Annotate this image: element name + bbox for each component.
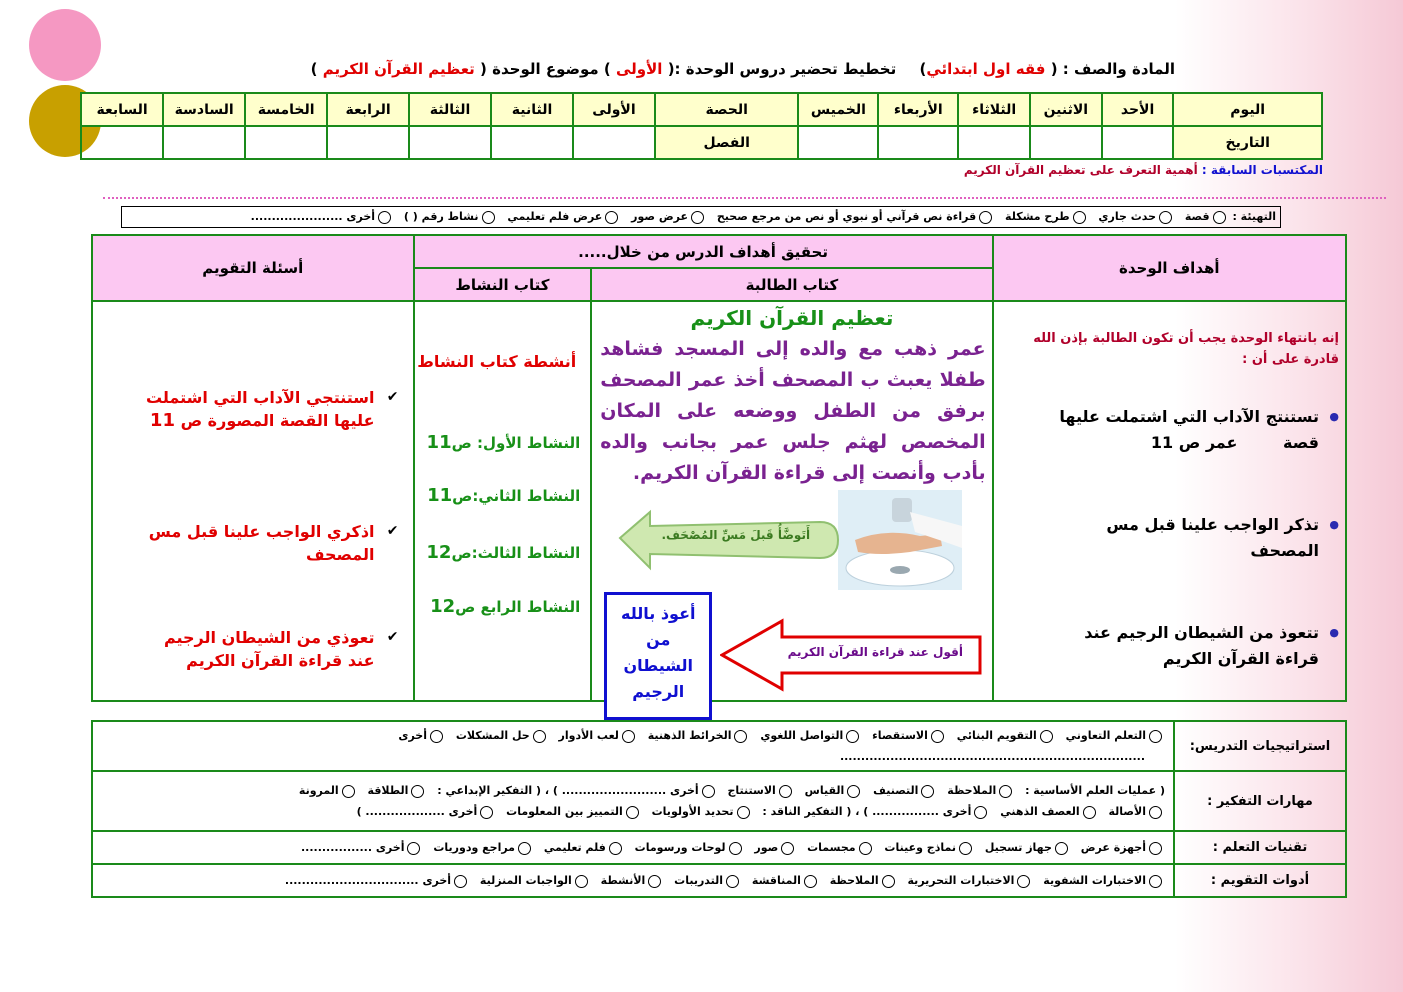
tools-options: الاختبارات الشفوية الاختبارات التحريرية الملاحظة المناقشة التدريبات الأنشطة الواجبات المنزلية أخرى ................................: [92, 864, 1174, 897]
radio-icon[interactable]: [1040, 730, 1053, 743]
schedule-empty-cell[interactable]: [409, 126, 491, 159]
unit-topic: تعظيم القرآن الكريم: [322, 60, 475, 78]
radio-icon[interactable]: [804, 875, 817, 888]
radio-icon[interactable]: [407, 842, 420, 855]
radio-icon[interactable]: [691, 211, 704, 224]
evaluation-header: أسئلة التقويم: [92, 235, 414, 301]
radio-icon[interactable]: [1017, 875, 1030, 888]
radio-icon[interactable]: [1055, 842, 1068, 855]
schedule-cell: الخامسة: [245, 93, 327, 126]
goals-intro: إنه بانتهاء الوحدة يجب أن تكون الطالبة بإذن الله قادرة على أن :: [1033, 331, 1339, 367]
schedule-empty-cell[interactable]: [878, 126, 958, 159]
radio-icon[interactable]: [921, 785, 934, 798]
radio-icon[interactable]: [430, 730, 443, 743]
radio-icon[interactable]: [729, 842, 742, 855]
goals-header: أهداف الوحدة: [993, 235, 1346, 301]
schedule-cell: السادسة: [163, 93, 245, 126]
schedule-cell: الأولى: [573, 93, 655, 126]
schedule-empty-cell[interactable]: [1102, 126, 1174, 159]
radio-icon[interactable]: [974, 806, 987, 819]
unit-topic-label: ) موضوع الوحدة (: [480, 60, 611, 78]
radio-icon[interactable]: [959, 842, 972, 855]
schedule-cell: الخميس: [798, 93, 878, 126]
schedule-empty-cell[interactable]: [1030, 126, 1102, 159]
tools-label: أدوات التقويم :: [1174, 864, 1346, 897]
schedule-cell: الرابعة: [327, 93, 409, 126]
activity-item: النشاط الأول: ص11: [426, 432, 581, 453]
plan-label: تخطيط تحضير دروس الوحدة :(: [667, 60, 897, 78]
schedule-table: [80, 92, 1323, 160]
subject-value: فقه اول ابتدائي: [926, 60, 1046, 78]
tech-options: أجهزة عرض جهاز تسجيل نماذج وعينات مجسمات صور لوحات ورسومات فلم تعليمي مراجع ودوريات أخرى .................: [92, 831, 1174, 864]
radio-icon[interactable]: [999, 785, 1012, 798]
radio-icon[interactable]: [1149, 842, 1162, 855]
radio-icon[interactable]: [846, 730, 859, 743]
activity-book-cell: [414, 301, 592, 701]
radio-icon[interactable]: [781, 842, 794, 855]
radio-icon[interactable]: [454, 875, 467, 888]
radio-icon[interactable]: [518, 842, 531, 855]
schedule-empty-cell[interactable]: [958, 126, 1030, 159]
achieve-header: تحقيق أهداف الدرس من خلال.....: [414, 235, 993, 268]
evaluation-question: ✔ تعوذي من الشيطان الرجيم عند قراءة القرآن الكريم: [93, 626, 413, 672]
radio-icon[interactable]: [1083, 806, 1096, 819]
schedule-empty-cell[interactable]: [327, 126, 409, 159]
arrow-text: أقول عند قراءة القرآن الكريم: [787, 645, 963, 659]
taawwudh-box: أعوذ بالله من الشيطان الرجيم: [604, 592, 712, 720]
student-book-cell: [591, 301, 992, 701]
radio-icon[interactable]: [1073, 211, 1086, 224]
evaluation-question: ✔ اذكري الواجب علينا قبل مس المصحف: [93, 520, 413, 566]
wudu-caption: أَتَوضَّأُ قَبلَ مَسِّ المُصْحَف.: [661, 528, 811, 542]
schedule-empty-cell[interactable]: [81, 126, 163, 159]
activity-item: النشاط الرابع ص12: [430, 596, 581, 617]
strategies-options: التعلم التعاوني التقويم البنائي الاستقصاء التواصل اللغوي الخرائط الذهنية لعب الأدوار حل المشكلات أخرى .........................................................................: [92, 721, 1174, 771]
radio-icon[interactable]: [411, 785, 424, 798]
schedule-cell-date: التاريخ: [1173, 126, 1322, 159]
radio-icon[interactable]: [734, 730, 747, 743]
dotted-divider: [103, 197, 1386, 199]
schedule-empty-cell[interactable]: [798, 126, 878, 159]
story-title: تعظيم القرآن الكريم: [690, 306, 894, 330]
radio-icon[interactable]: [882, 875, 895, 888]
schedule-empty-cell[interactable]: [491, 126, 573, 159]
schedule-cell: السابعة: [81, 93, 163, 126]
activity-item: النشاط الثالث:ص12: [426, 542, 581, 563]
subject-label: المادة والصف :: [1062, 60, 1175, 78]
story-text: عمر ذهب مع والده إلى المسجد فشاهد طفلا يعبث ب المصحف أخذ عمر المصحف برفق من الطفل ووضعه على المكان المخصص لهثم جلس عمر بجانب والده بأدب وأنصت إلى قراءة القرآن الكريم.: [600, 338, 986, 484]
strategies-label: استراتيجيات التدريس:: [1174, 721, 1346, 771]
radio-icon[interactable]: [609, 842, 622, 855]
schedule-empty-cell[interactable]: [245, 126, 327, 159]
goal-item: ● تتعوذ من الشيطان الرجيم عند قراءة القرآن الكريم: [994, 620, 1345, 672]
radio-icon[interactable]: [702, 785, 715, 798]
lesson-main-table: [91, 234, 1347, 702]
radio-icon[interactable]: [626, 806, 639, 819]
warmup-options: التهيئة : قصة حدث جاري طرح مشكلة قراءة نص قرآني أو نبوي أو نص من مرجع صحيح عرض صور عرض فلم تعليمي نشاط رقم ( ) أخرى ......................: [121, 206, 1281, 228]
student-book-header: كتاب الطالبة: [591, 268, 992, 301]
evaluation-question: ✔ استنتجي الآداب التي اشتملت عليها القصة المصورة ص 11: [93, 386, 413, 432]
radio-icon[interactable]: [378, 211, 391, 224]
schedule-empty-cell[interactable]: [573, 126, 655, 159]
radio-icon[interactable]: [1149, 875, 1162, 888]
radio-icon[interactable]: [533, 730, 546, 743]
radio-icon[interactable]: [1149, 806, 1162, 819]
thinking-label: مهارات التفكير :: [1174, 771, 1346, 831]
warmup-label: التهيئة :: [1232, 210, 1276, 223]
evaluation-cell: [92, 301, 414, 701]
pink-circle-decoration: [29, 9, 101, 81]
radio-icon[interactable]: [847, 785, 860, 798]
radio-icon[interactable]: [737, 806, 750, 819]
schedule-row-days: [81, 93, 1322, 126]
radio-icon[interactable]: [605, 211, 618, 224]
red-arrow: [720, 618, 984, 692]
wudu-illustration: [610, 490, 962, 590]
methods-table: [91, 720, 1347, 898]
radio-icon[interactable]: [859, 842, 872, 855]
radio-icon[interactable]: [1159, 211, 1172, 224]
schedule-cell: الأحد: [1102, 93, 1174, 126]
radio-icon[interactable]: [779, 785, 792, 798]
radio-icon[interactable]: [726, 875, 739, 888]
radio-icon[interactable]: [342, 785, 355, 798]
schedule-cell: الأربعاء: [878, 93, 958, 126]
activity-book-header: كتاب النشاط: [414, 268, 592, 301]
prev-knowledge-label: المكتسبات السابقة :: [1201, 163, 1323, 177]
schedule-cell: الحصة: [655, 93, 798, 126]
schedule-cell: الثانية: [491, 93, 573, 126]
radio-icon[interactable]: [1213, 211, 1226, 224]
radio-icon[interactable]: [482, 211, 495, 224]
unit-order: الأولى: [616, 60, 663, 78]
goals-cell: [993, 301, 1346, 701]
schedule-cell-class: الفصل: [655, 126, 798, 159]
prev-knowledge: [964, 163, 1323, 177]
prev-knowledge-value: أهمية التعرف على تعظيم القرآن الكريم: [963, 163, 1198, 177]
activities-title: أنشطة كتاب النشاط: [417, 352, 577, 371]
tech-label: تقنيات التعلم :: [1174, 831, 1346, 864]
radio-icon[interactable]: [979, 211, 992, 224]
thinking-options: ( عمليات العلم الأساسية : الملاحظة التصنيف القياس الاستنتاج أخرى ......................... ) ، ( التفكير الإبداعي : الطلاقة المرونة الأصالة العصف الذهني أخرى ................ ) ، ( التفكير الناقد : تحديد الأولويات التمييز بين المعلومات أخرى ................... ): [92, 771, 1174, 831]
radio-icon[interactable]: [648, 875, 661, 888]
radio-icon[interactable]: [931, 730, 944, 743]
radio-icon[interactable]: [622, 730, 635, 743]
radio-icon[interactable]: [480, 806, 493, 819]
radio-icon[interactable]: [575, 875, 588, 888]
goal-item: ● تستنتج الآداب التي اشتملت عليها قصة عمر ص 11: [994, 404, 1345, 456]
schedule-cell: اليوم: [1173, 93, 1322, 126]
schedule-row-dates: [81, 126, 1322, 159]
schedule-cell: الثالثة: [409, 93, 491, 126]
page-header: المادة والصف : ( فقه اول ابتدائي) تخطيط تحضير دروس الوحدة :( الأولى ) موضوع الوحدة ( تعظيم القرآن الكريم ): [310, 60, 1175, 78]
schedule-cell: الثلاثاء: [958, 93, 1030, 126]
schedule-empty-cell[interactable]: [163, 126, 245, 159]
activity-item: النشاط الثاني:ص11: [427, 485, 581, 506]
goal-item: ● تذكر الواجب علينا قبل مس المصحف: [994, 512, 1345, 564]
schedule-cell: الاثنين: [1030, 93, 1102, 126]
radio-icon[interactable]: [1149, 730, 1162, 743]
